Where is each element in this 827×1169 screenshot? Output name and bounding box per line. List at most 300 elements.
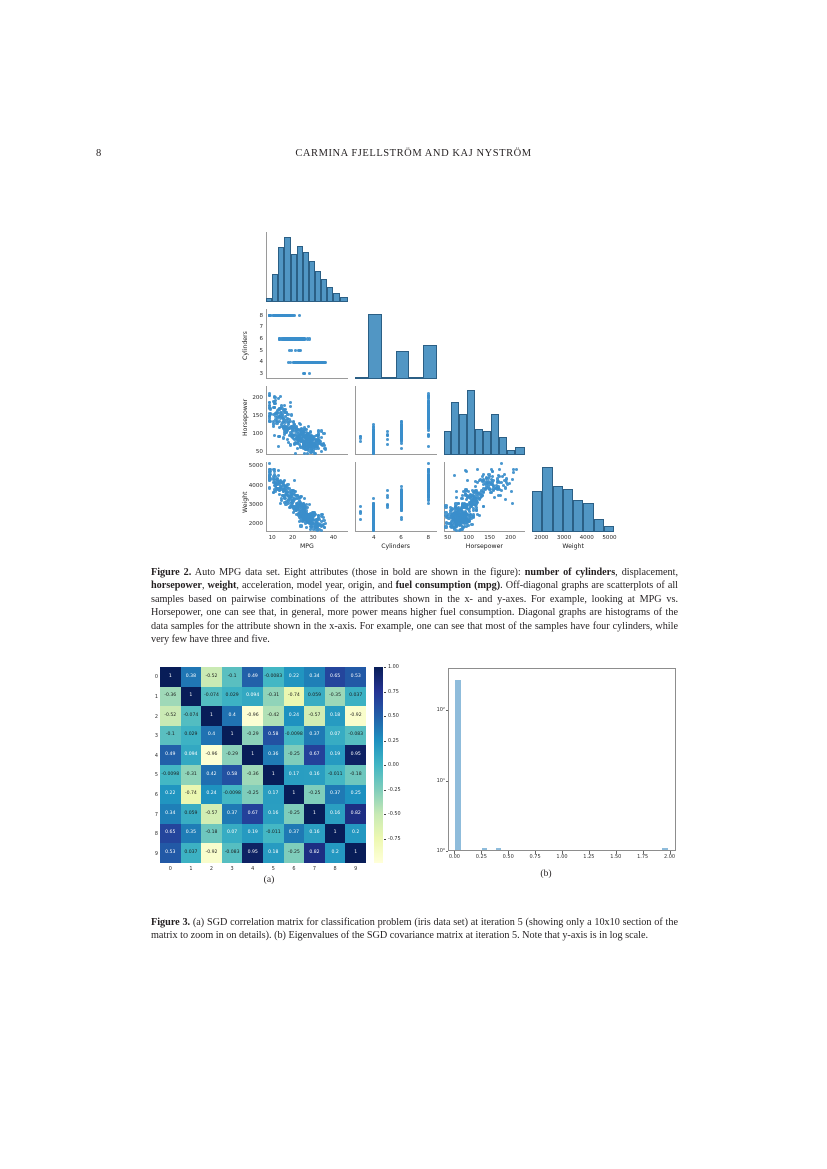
scatter-point [493, 496, 496, 499]
scatter-point [309, 361, 312, 364]
figure-3-caption: Figure 3. (a) SGD correlation matrix for classification problem (iris data set) at iteration 5 (showing only a 10x10 section of the matrix to zoom in on details). (b) Eigenvalues of the SGD covariance matrix at iteration 5. Note that y-axis is in log scale. [151, 917, 678, 942]
scatter-point [309, 444, 312, 447]
y-tick-label: 200 [252, 395, 263, 402]
heatmap-cell: -0.92 [345, 706, 366, 726]
x-tick-label: 5000 [602, 535, 617, 541]
heatmap-y-tick: 4 [154, 752, 158, 759]
x-tick-label: 10 [268, 535, 276, 541]
scatter-point [427, 483, 430, 486]
heatmap-y-tick: 0 [154, 674, 158, 681]
colorbar-tick-mark [384, 814, 386, 815]
colorbar-tick-mark [384, 716, 386, 717]
scatter-point [274, 418, 277, 421]
scatter-point [427, 481, 430, 484]
heatmap-cell: 1 [325, 824, 346, 844]
x-tick-label: 20 [289, 535, 297, 541]
scatter-point [500, 481, 503, 484]
histogram-bar [491, 414, 499, 456]
histogram-bar [563, 489, 573, 532]
colorbar-tick: 1.00 [388, 664, 399, 670]
heatmap-cell: 0.35 [181, 824, 202, 844]
heatmap-cell: -0.074 [181, 706, 202, 726]
figure-3 [146, 662, 686, 907]
scatter-point [317, 447, 320, 450]
subfigure-label-b: (b) [540, 868, 552, 879]
heatmap-cell: 0.07 [222, 824, 243, 844]
heatmap-cell: 0.094 [181, 745, 202, 765]
scatter-point [268, 462, 271, 465]
pairplot-scatter-mpg-vs-cylinders [266, 309, 348, 379]
heatmap-cell: 0.029 [181, 726, 202, 746]
scatter-point [471, 489, 474, 492]
eigenvalue-x-tick: 0.25 [475, 854, 487, 860]
heatmap-y-tick: 5 [154, 772, 158, 779]
histogram-bar [604, 526, 614, 532]
eigenvalue-x-tick: 1.00 [556, 854, 568, 860]
scatter-point [427, 425, 430, 428]
scatter-point [303, 452, 306, 455]
histogram-bar [583, 503, 593, 532]
heatmap-cell: 1 [345, 843, 366, 863]
heatmap-cell: -0.074 [201, 687, 222, 707]
scatter-point [400, 437, 403, 440]
heatmap-cell: 0.07 [325, 726, 346, 746]
scatter-point [469, 505, 472, 508]
scatter-point [290, 501, 293, 504]
colorbar-tick: 0.75 [388, 688, 399, 695]
heatmap-cell: 0.58 [222, 765, 243, 785]
heatmap-cell: -0.31 [263, 687, 284, 707]
colorbar-tick-mark [384, 741, 386, 742]
scatter-point [303, 497, 306, 500]
eigenvalue-x-tick-mark [670, 851, 671, 854]
y-tick-label: 4000 [248, 482, 263, 489]
heatmap-cell: 0.67 [242, 804, 263, 824]
eigenvalue-y-tick: 10² [436, 707, 445, 714]
y-axis-title-weight: Weight [242, 491, 249, 514]
heatmap-cell: -0.25 [304, 785, 325, 805]
scatter-point [473, 496, 476, 499]
heatmap-cell: -0.31 [181, 765, 202, 785]
heatmap-cell: -0.0098 [160, 765, 181, 785]
scatter-point [400, 488, 403, 491]
scatter-point [307, 425, 310, 428]
heatmap-cell: 0.17 [284, 765, 305, 785]
heatmap-cell: 1 [222, 726, 243, 746]
eigenvalue-bar [455, 680, 461, 850]
scatter-point [459, 517, 462, 520]
heatmap-cell: 0.65 [160, 824, 181, 844]
heatmap-cell: 0.36 [263, 745, 284, 765]
plot-axes [266, 309, 348, 379]
heatmap-cell: 1 [160, 667, 181, 687]
eigenvalue-x-tick: 0.50 [502, 854, 514, 860]
y-tick-label: 100 [252, 430, 263, 437]
heatmap-y-tick: 8 [154, 831, 158, 838]
x-tick-label: 150 [484, 535, 495, 541]
x-tick-label: 2000 [534, 535, 549, 541]
eigenvalue-x-tick-mark [562, 851, 563, 854]
histogram-bar [340, 297, 348, 302]
pairplot-hist-mpg [266, 232, 348, 302]
histogram-bar [409, 377, 423, 379]
scatter-point [289, 443, 292, 446]
scatter-point [287, 361, 290, 364]
heatmap-cell: -0.42 [263, 706, 284, 726]
x-axis-title-weight: Weight [562, 543, 584, 550]
colorbar-tick-mark [384, 790, 386, 791]
heatmap-cell: -0.36 [242, 765, 263, 785]
scatter-point [290, 435, 293, 438]
scatter-point [400, 440, 403, 443]
scatter-point [359, 511, 362, 514]
heatmap-x-tick: 0 [168, 865, 172, 872]
eigenvalue-x-tick: 1.75 [637, 854, 649, 860]
heatmap-x-tick: 4 [251, 865, 255, 872]
scatter-point [282, 483, 285, 486]
scatter-point [310, 520, 313, 523]
colorbar-tick: -0.75 [388, 835, 401, 842]
heatmap-cell: -0.1 [160, 726, 181, 746]
y-tick-label: 50 [255, 448, 263, 455]
scatter-point [290, 491, 293, 494]
scatter-point [279, 395, 282, 398]
plot-axes [355, 386, 437, 456]
scatter-point [400, 420, 403, 423]
pairplot-scatter-mpg-vs-weight [266, 462, 348, 532]
scatter-point [280, 481, 283, 484]
eigenvalue-y-tick: 10⁰ [436, 848, 445, 854]
scatter-point [457, 502, 460, 505]
scatter-point [298, 314, 301, 317]
heatmap-cell: 0.95 [242, 843, 263, 863]
heatmap-cell: 0.22 [284, 667, 305, 687]
heatmap-cell: 0.37 [284, 824, 305, 844]
heatmap-cell: -0.0098 [222, 785, 243, 805]
histogram-bar [382, 377, 396, 379]
scatter-point [450, 514, 453, 517]
scatter-point [277, 445, 280, 448]
scatter-point [482, 505, 485, 508]
eigenvalue-x-tick-mark [481, 851, 482, 854]
heatmap-y-tick: 6 [154, 791, 158, 798]
heatmap-cell: -0.1 [222, 667, 243, 687]
histogram-bar [542, 467, 552, 532]
scatter-point [269, 407, 272, 410]
histogram-bar [355, 377, 369, 379]
heatmap-cell: 0.37 [304, 726, 325, 746]
heatmap-cell: -0.25 [284, 843, 305, 863]
scatter-point [323, 447, 326, 450]
scatter-point [300, 337, 303, 340]
heatmap-cell: -0.52 [201, 667, 222, 687]
histogram-bar [467, 390, 475, 455]
scatter-point [453, 514, 456, 517]
scatter-point [456, 518, 459, 521]
scatter-point [359, 435, 362, 438]
heatmap-cell: 0.16 [263, 804, 284, 824]
heatmap-y-tick: 7 [154, 811, 158, 818]
scatter-point [295, 497, 298, 500]
eigenvalue-x-tick-mark [454, 851, 455, 854]
scatter-point [470, 523, 473, 526]
colorbar-tick: 0.25 [388, 737, 399, 744]
scatter-point [487, 487, 490, 490]
heatmap-cell: -0.25 [242, 785, 263, 805]
heatmap-cell: -0.57 [304, 706, 325, 726]
heatmap-cell: -0.0083 [263, 667, 284, 687]
pairplot-hist-cylinders [355, 309, 437, 379]
scatter-point [278, 337, 281, 340]
heatmap-cell: 0.18 [263, 843, 284, 863]
subfigure-label-a: (a) [263, 874, 275, 885]
scatter-point [322, 519, 325, 522]
heatmap-cell: 0.19 [325, 745, 346, 765]
eigenvalue-y-tick-mark [446, 851, 449, 852]
eigenvalue-x-tick: 1.25 [583, 854, 595, 860]
heatmap-cell: 1 [304, 804, 325, 824]
figure-2-caption: Figure 2. Auto MPG data set. Eight attributes (those in bold are shown in the figure): number of cylinders, displacement, horsepower, weight, acceleration, model year, origin, and fuel consumption (mpg). Off-diagonal graphs are scatterplots of all samples based on pairwise combinations of the attributes shown in the x- and y-axes. For example, looking at MPG vs. Horsepower, one can see that, in general, more power means higher fuel consumption. Diagonal graphs are histograms of the data samples for the attribute shown in the x-axis. For example, one can see that most of the samples have four cylinders, while very few have three and five. [151, 567, 678, 646]
heatmap-cell: 0.37 [325, 785, 346, 805]
eigenvalue-bar [496, 848, 502, 851]
scatter-point [284, 408, 287, 411]
eigenvalue-x-tick: 0.00 [448, 854, 460, 860]
heatmap-cell: 0.37 [222, 804, 243, 824]
pairplot-grid [266, 232, 614, 532]
heatmap-cell: 0.4 [222, 706, 243, 726]
scatter-point [278, 435, 281, 438]
heatmap-y-tick: 9 [154, 850, 158, 857]
scatter-point [489, 491, 492, 494]
heatmap-cell: -0.57 [201, 804, 222, 824]
scatter-point [427, 499, 430, 502]
scatter-point [515, 468, 518, 471]
colorbar-tick: -0.50 [388, 811, 401, 817]
x-tick-label: 4 [372, 535, 376, 541]
heatmap-cell: 0.24 [201, 785, 222, 805]
heatmap-cell: -0.29 [242, 726, 263, 746]
heatmap-x-tick: 2 [209, 865, 214, 872]
eigenvalue-x-tick-mark [643, 851, 644, 854]
eigenvalue-plot-area [448, 668, 676, 851]
scatter-point [444, 506, 447, 509]
scatter-point [268, 404, 271, 407]
heatmap-cell: 1 [242, 745, 263, 765]
scatter-point [505, 477, 508, 480]
scatter-point [492, 489, 495, 492]
scatter-point [386, 443, 389, 446]
scatter-point [427, 491, 430, 494]
x-tick-label: 30 [309, 535, 317, 541]
scatter-point [289, 401, 292, 404]
scatter-point [444, 525, 447, 528]
histogram-bar [507, 450, 515, 456]
scatter-point [268, 392, 271, 395]
scatter-point [470, 515, 473, 518]
histogram-bar [396, 351, 410, 378]
scatter-point [295, 425, 298, 428]
pairplot-scatter-mpg-vs-horsepower [266, 386, 348, 456]
heatmap-cell: 1 [284, 785, 305, 805]
colorbar-tick-mark [384, 692, 386, 693]
histogram-bar [499, 437, 507, 456]
scatter-point [273, 395, 276, 398]
scatter-point [482, 473, 485, 476]
heatmap-cell: 0.037 [181, 843, 202, 863]
heatmap-cell: 0.16 [325, 804, 346, 824]
x-tick-label: 8 [426, 535, 431, 541]
histogram-bar [423, 345, 437, 378]
eigenvalue-y-tick-mark [446, 710, 449, 711]
eigenvalue-bar [482, 848, 488, 851]
scatter-point [427, 417, 430, 420]
heatmap-x-tick: 3 [230, 865, 234, 872]
heatmap-cell: 1 [181, 687, 202, 707]
histogram-bar [475, 429, 483, 455]
y-tick-label: 6 [259, 335, 263, 342]
x-tick-label: 200 [505, 535, 516, 541]
y-tick-label: 4 [259, 359, 263, 366]
scatter-point [454, 506, 457, 509]
scatter-point [427, 445, 430, 448]
scatter-point [306, 337, 309, 340]
scatter-point [480, 495, 483, 498]
scatter-point [300, 519, 303, 522]
histogram-bar [532, 491, 542, 532]
heatmap-x-tick: 6 [292, 865, 296, 872]
y-tick-label: 5000 [248, 463, 263, 470]
page-header [96, 148, 731, 164]
heatmap-cell: -0.96 [201, 745, 222, 765]
scatter-point [294, 452, 297, 455]
scatter-point [305, 506, 308, 509]
y-tick-label: 5 [259, 347, 263, 354]
heatmap-x-tick: 9 [354, 865, 358, 872]
scatter-point [299, 524, 302, 527]
histogram-bar [459, 414, 467, 455]
histogram-bar [553, 486, 563, 532]
correlation-heatmap [160, 667, 366, 863]
heatmap-cell: 0.18 [325, 706, 346, 726]
pairplot-scatter-horsepower-vs-weight [444, 462, 526, 532]
heatmap-cell: 0.58 [263, 726, 284, 746]
heatmap-cell: -0.011 [325, 765, 346, 785]
y-tick-label: 7 [259, 324, 263, 331]
heatmap-cell: -0.96 [242, 706, 263, 726]
pairplot-hist-horsepower [444, 386, 526, 456]
heatmap-cell: 0.24 [284, 706, 305, 726]
heatmap-y-tick: 2 [154, 713, 158, 720]
heatmap-x-tick: 5 [271, 865, 275, 872]
scatter-point [285, 429, 288, 432]
heatmap-cell: 0.16 [304, 824, 325, 844]
scatter-point [275, 422, 278, 425]
heatmap-cell: -0.36 [160, 687, 181, 707]
colorbar-tick: 0.50 [388, 713, 399, 719]
colorbar-tick: 0.00 [388, 762, 399, 768]
heatmap-cell: -0.083 [345, 726, 366, 746]
scatter-point [285, 337, 288, 340]
heatmap-cell: 0.094 [242, 687, 263, 707]
scatter-point [460, 528, 463, 531]
scatter-point [319, 361, 322, 364]
heatmap-cell: 0.17 [263, 785, 284, 805]
scatter-point [400, 447, 403, 450]
scatter-point [460, 506, 463, 509]
scatter-point [504, 486, 507, 489]
eigenvalue-x-tick-mark [589, 851, 590, 854]
heatmap-cell: -0.0098 [284, 726, 305, 746]
scatter-point [307, 513, 310, 516]
heatmap-cell: 0.82 [304, 843, 325, 863]
heatmap-x-tick: 1 [189, 865, 193, 872]
pairplot-scatter-cylinders-vs-horsepower [355, 386, 437, 456]
panel-b-eigenvalue-histogram [424, 662, 686, 887]
heatmap-cell: 0.82 [345, 804, 366, 824]
heatmap-cell: 0.95 [345, 745, 366, 765]
x-axis-title-mpg: MPG [299, 543, 314, 550]
scatter-point [400, 508, 403, 511]
y-axis-title-cylinders: Cylinders [242, 330, 249, 360]
heatmap-cell: 0.19 [242, 824, 263, 844]
histogram-bar [444, 431, 452, 455]
y-tick-label: 3000 [248, 501, 263, 508]
scatter-point [450, 508, 453, 511]
histogram-bar [515, 447, 525, 455]
heatmap-cell: -0.74 [284, 687, 305, 707]
heatmap-cell: 0.029 [222, 687, 243, 707]
scatter-point [304, 361, 307, 364]
scatter-point [427, 392, 430, 395]
scatter-point [273, 488, 276, 491]
scatter-point [306, 518, 309, 521]
scatter-point [464, 488, 467, 491]
y-tick-label: 150 [252, 412, 263, 419]
scatter-point [386, 438, 389, 441]
eigenvalue-x-tick-mark [508, 851, 509, 854]
eigenvalue-x-tick-mark [616, 851, 617, 854]
colorbar-tick-mark [384, 765, 386, 766]
heatmap-cell: 0.34 [160, 804, 181, 824]
x-axis-title-cylinders: Cylinders [381, 543, 411, 550]
heatmap-cell: -0.52 [160, 706, 181, 726]
eigenvalue-x-tick-mark [535, 851, 536, 854]
histogram-bar [368, 314, 382, 379]
x-tick-label: 100 [463, 535, 474, 541]
scatter-point [427, 404, 430, 407]
scatter-point [427, 487, 430, 490]
scatter-point [427, 434, 430, 437]
heatmap-cell: -0.011 [263, 824, 284, 844]
scatter-point [275, 478, 278, 481]
heatmap-cell: 0.2 [345, 824, 366, 844]
scatter-point [304, 448, 307, 451]
heatmap-cell: 0.53 [160, 843, 181, 863]
heatmap-y-tick: 1 [154, 693, 158, 700]
scatter-point [281, 421, 284, 424]
scatter-point [280, 404, 283, 407]
eigenvalue-x-tick: 0.75 [529, 854, 541, 860]
heatmap-y-tick: 3 [154, 733, 158, 740]
heatmap-cell: 0.059 [304, 687, 325, 707]
heatmap-cell: 0.65 [325, 667, 346, 687]
figure-2-label: Figure 2. [151, 567, 192, 578]
x-axis-title-horsepower: Horsepower [465, 543, 503, 550]
x-tick-label: 3000 [556, 535, 572, 541]
scatter-point [301, 508, 304, 511]
eigenvalue-y-tick-mark [446, 781, 449, 782]
scatter-point [302, 440, 305, 443]
